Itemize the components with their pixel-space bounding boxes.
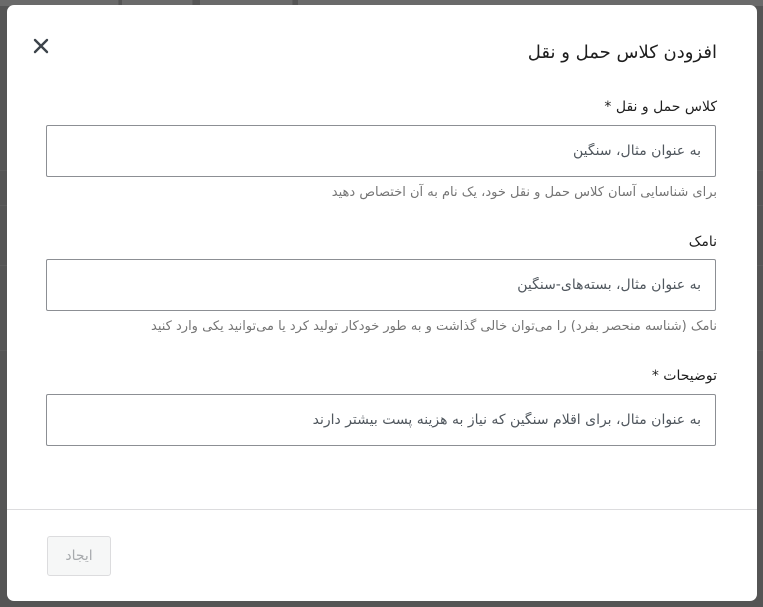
- close-icon: [31, 36, 51, 56]
- add-shipping-class-modal: [7, 5, 757, 601]
- shipping-class-label: کلاس حمل و نقل *: [604, 99, 717, 115]
- footer-divider: [7, 509, 757, 510]
- close-button[interactable]: [31, 36, 51, 56]
- description-label: توضیحات *: [651, 368, 717, 384]
- shipping-class-help: برای شناسایی آسان کلاس حمل و نقل خود، یک نام به آن اختصاص دهید: [331, 185, 717, 200]
- modal-title: افزودن کلاس حمل و نقل: [527, 42, 717, 63]
- shipping-class-input[interactable]: [46, 125, 716, 177]
- description-input[interactable]: [46, 394, 716, 446]
- create-button[interactable]: ایجاد: [47, 536, 111, 576]
- slug-help: نامک (شناسه منحصر بفرد) را می‌توان خالی گذاشت و به طور خودکار تولید کرد یا می‌توانید یکی وارد کنید: [151, 319, 717, 334]
- slug-label: نامک: [688, 234, 717, 250]
- slug-input[interactable]: [46, 259, 716, 311]
